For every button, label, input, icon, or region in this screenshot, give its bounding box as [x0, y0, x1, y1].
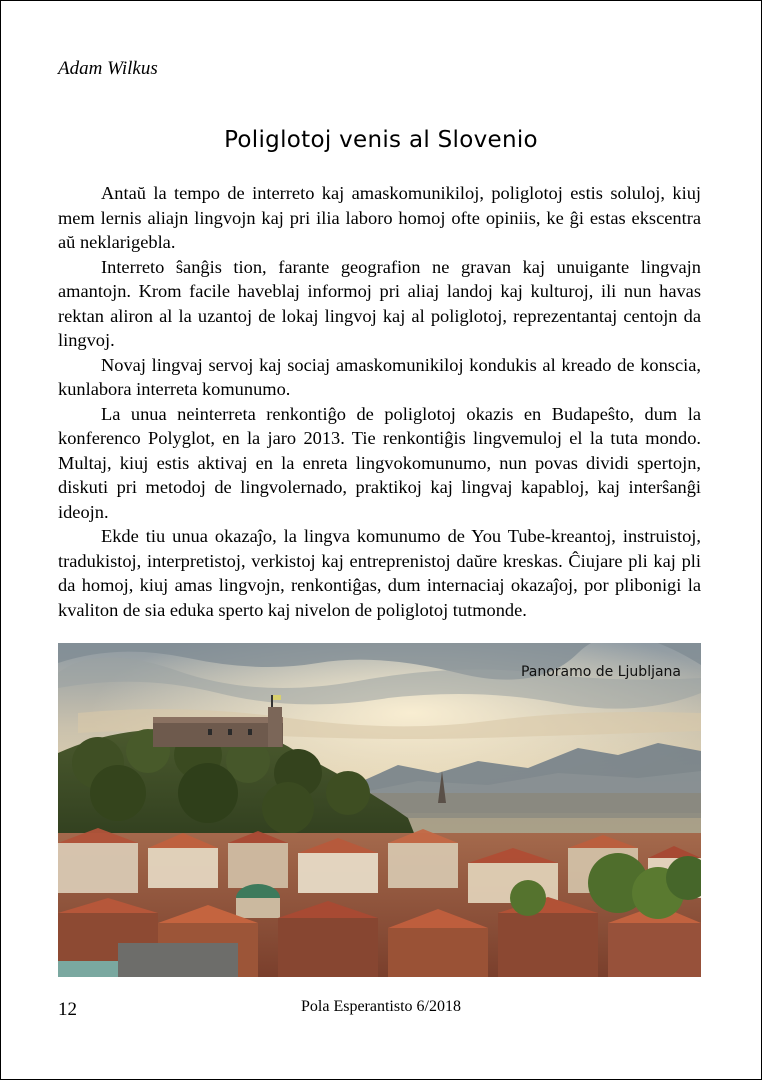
photo-caption: Panoramo de Ljubljana [520, 664, 681, 680]
paragraph: Novaj lingvaj servoj kaj sociaj amaskomunikiloj kondukis al kreado de konscia, kunlabora interreta komunumo. [58, 354, 701, 399]
page-number: 12 [58, 999, 77, 1020]
author-name: Adam Wilkus [58, 58, 158, 79]
article-title: Poliglotoj venis al Slovenio [224, 127, 538, 153]
paragraph: Antaŭ la tempo de interreto kaj amaskomunikiloj, poliglotoj estis soluloj, kiuj mem lernis aliajn lingvojn kaj pri ilia laboro homoj ofte opiniis, ke ĝi estas ekscentra aŭ neklarigebla. [58, 183, 701, 252]
ljubljana-panorama-photo [58, 643, 701, 977]
paragraph: Ekde tiu unua okazaĵo, la lingva komunumo de You Tube-kreantoj, instruistoj, tradukistoj, interpretistoj, verkistoj kaj entreprenistoj daŭre kreskas. Ĉiujare pli kaj pli da homoj, kiuj amas lingvojn, renkontiĝas, dum internaciaj okazaĵoj, por plibonigi la kvaliton de sia eduka sperto kaj nivelon de poliglotoj tutmonde. [58, 526, 701, 620]
paragraph: La unua neinterreta renkontiĝo de poliglotoj okazis en Budapeŝto, dum la konferenco Polyglot, en la jaro 2013. Tie renkontiĝis lingvemuloj el la tuta mondo. Multaj, kiuj estis aktivaj en la enreta lingvokomunumo, nun povas dividi spertojn, diskuti pri metodoj de lingvolernado, praktikoj kaj lingvaj kapabloj, kaj interŝanĝi ideojn. [58, 403, 701, 522]
article-body [58, 181, 701, 622]
paragraph: Interreto ŝanĝis tion, farante geografion ne gravan kaj unuigante lingvajn amantojn. Krom facile haveblaj informoj pri aliaj landoj kaj kulturoj, ili nun havas rektan aliron al la uzantoj de lokaj lingvoj kaj al poliglotoj, reprezentantaj centojn da lingvoj. [58, 256, 701, 350]
publication-footer: Pola Esperantisto 6/2018 [301, 998, 461, 1015]
